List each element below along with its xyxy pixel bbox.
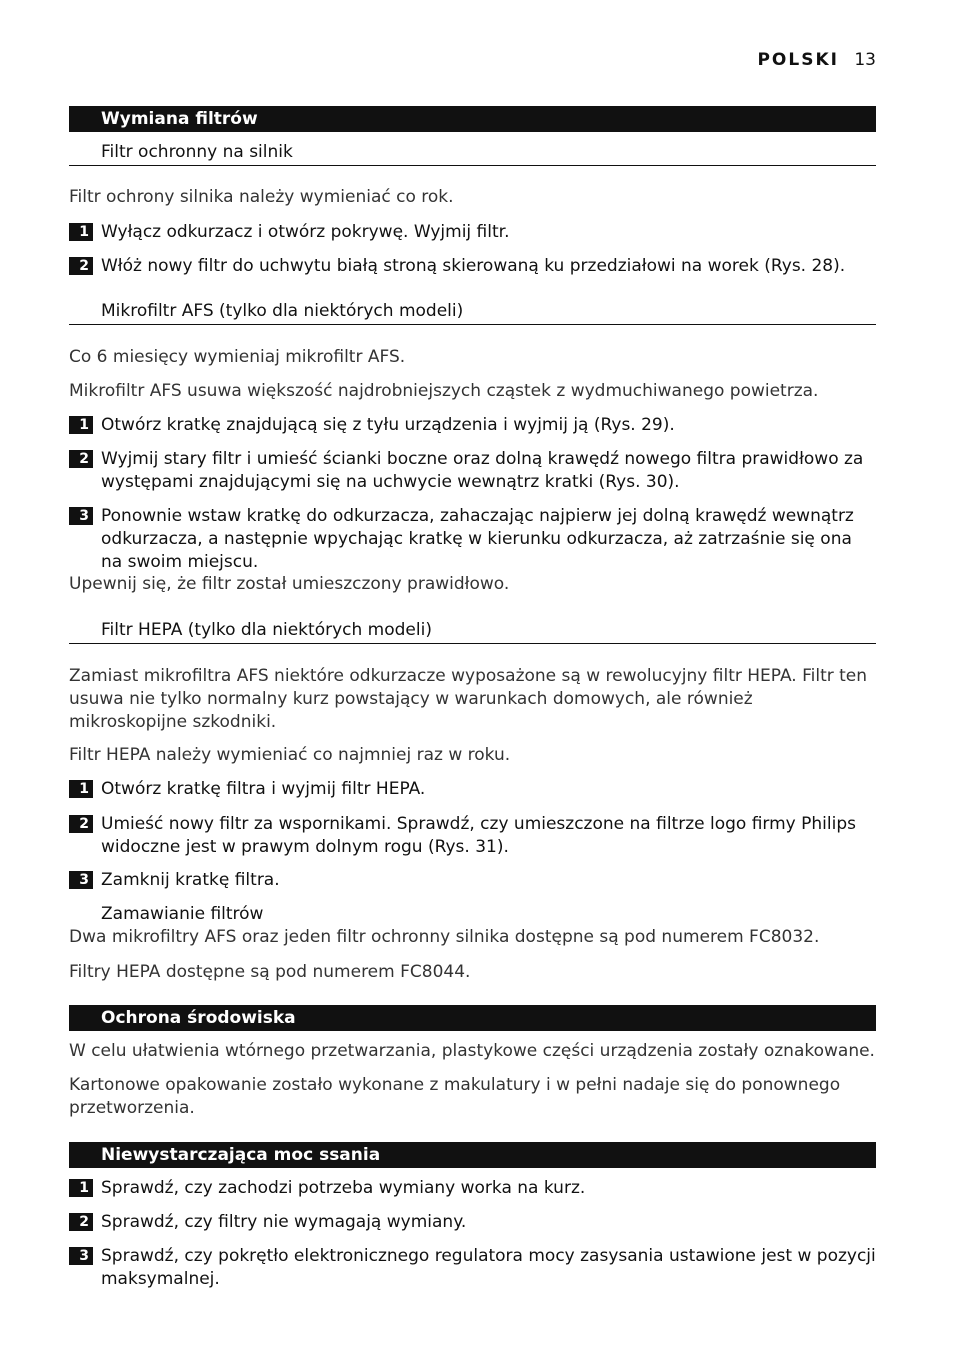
step-number: 2	[69, 1213, 93, 1231]
motor-filter-intro: Filtr ochrony silnika należy wymieniać co rok.	[69, 187, 454, 207]
ordering-paragraph-1: Dwa mikrofiltry AFS oraz jeden filtr ochronny silnika dostępne są pod numerem FC8032.	[69, 927, 820, 947]
step-number: 3	[69, 507, 93, 525]
step-number: 2	[69, 450, 93, 468]
page-header	[757, 50, 876, 70]
environment-paragraph-1: W celu ułatwienia wtórnego przetwarzania, plastykowe części urządzenia zostały oznakowane.	[69, 1041, 875, 1061]
step-text: Sprawdź, czy filtry nie wymagają wymiany.	[101, 1212, 467, 1232]
step-motor-1	[69, 221, 876, 244]
step-suction-1	[69, 1177, 876, 1200]
step-number: 3	[69, 871, 93, 889]
step-text: Zamknij kratkę filtra.	[101, 870, 280, 890]
page-number: 13	[854, 50, 876, 70]
step-afs-2	[69, 448, 876, 494]
language-label: POLSKI	[757, 50, 839, 70]
step-motor-2	[69, 255, 876, 278]
section-title-suction: Niewystarczająca moc ssania	[69, 1142, 876, 1168]
subsection-title-ordering: Zamawianie filtrów	[101, 904, 264, 924]
subsection-title-hepa: Filtr HEPA (tylko dla niektórych modeli)	[69, 620, 876, 644]
step-text: Sprawdź, czy pokrętło elektronicznego regulatora mocy zasysania ustawione jest w pozycji maksymalnej.	[101, 1246, 876, 1289]
environment-paragraph-2: Kartonowe opakowanie zostało wykonane z makulatury i w pełni nadaje się do ponownego przetworzenia.	[69, 1075, 841, 1118]
step-afs-3	[69, 505, 876, 574]
hepa-paragraph-1: Zamiast mikrofiltra AFS niektóre odkurzacze wyposażone są w rewolucyjny filtr HEPA. Filtr ten usuwa nie tylko normalny kurz powstający w warunkach domowych, ale również mikroskopijne szkodniki.	[69, 666, 868, 732]
step-hepa-2	[69, 813, 876, 859]
step-suction-2	[69, 1211, 876, 1234]
subsection-title-motor-filter: Filtr ochronny na silnik	[69, 142, 876, 166]
step-text: Ponownie wstaw kratkę do odkurzacza, zahaczając najpierw jej dolną krawędź wewnątrz odkurzacza, a następnie wpychając kratkę w kierunku odkurzacza, aż zatrzaśnie się ona na swoim miejscu.	[101, 506, 854, 572]
step-number: 1	[69, 416, 93, 434]
afs-note: Upewnij się, że filtr został umieszczony prawidłowo.	[69, 574, 510, 594]
step-text: Włóż nowy filtr do uchwytu białą stroną skierowaną ku przedziałowi na worek (Rys. 28).	[101, 256, 846, 276]
step-text: Wyłącz odkurzacz i otwórz pokrywę. Wyjmij filtr.	[101, 222, 510, 242]
ordering-paragraph-2: Filtry HEPA dostępne są pod numerem FC8044.	[69, 962, 471, 982]
step-suction-3	[69, 1245, 876, 1291]
subsection-title-afs: Mikrofiltr AFS (tylko dla niektórych modeli)	[69, 301, 876, 325]
step-number: 1	[69, 1179, 93, 1197]
step-text: Sprawdź, czy zachodzi potrzeba wymiany worka na kurz.	[101, 1178, 586, 1198]
section-title-filters: Wymiana filtrów	[69, 106, 876, 132]
step-text: Umieść nowy filtr za wspornikami. Sprawdź, czy umieszczone na filtrze logo firmy Philips widoczne jest w prawym dolnym rogu (Rys. 31).	[101, 814, 856, 857]
step-number: 1	[69, 780, 93, 798]
step-text: Otwórz kratkę filtra i wyjmij filtr HEPA.	[101, 779, 426, 799]
section-title-environment: Ochrona środowiska	[69, 1005, 876, 1031]
step-number: 1	[69, 223, 93, 241]
hepa-paragraph-2: Filtr HEPA należy wymieniać co najmniej raz w roku.	[69, 745, 511, 765]
step-number: 3	[69, 1247, 93, 1265]
afs-paragraph-1: Co 6 miesięcy wymieniaj mikrofiltr AFS.	[69, 347, 406, 367]
step-number: 2	[69, 815, 93, 833]
step-hepa-3	[69, 869, 876, 892]
afs-paragraph-2: Mikrofiltr AFS usuwa większość najdrobniejszych cząstek z wydmuchiwanego powietrza.	[69, 381, 819, 401]
step-afs-1	[69, 414, 876, 437]
step-text: Otwórz kratkę znajdującą się z tyłu urządzenia i wyjmij ją (Rys. 29).	[101, 415, 675, 435]
step-text: Wyjmij stary filtr i umieść ścianki boczne oraz dolną krawędź nowego filtra prawidłowo za występami znajdującymi się na uchwycie wewnątrz kratki (Rys. 30).	[101, 449, 864, 492]
step-hepa-1	[69, 778, 876, 801]
step-number: 2	[69, 257, 93, 275]
